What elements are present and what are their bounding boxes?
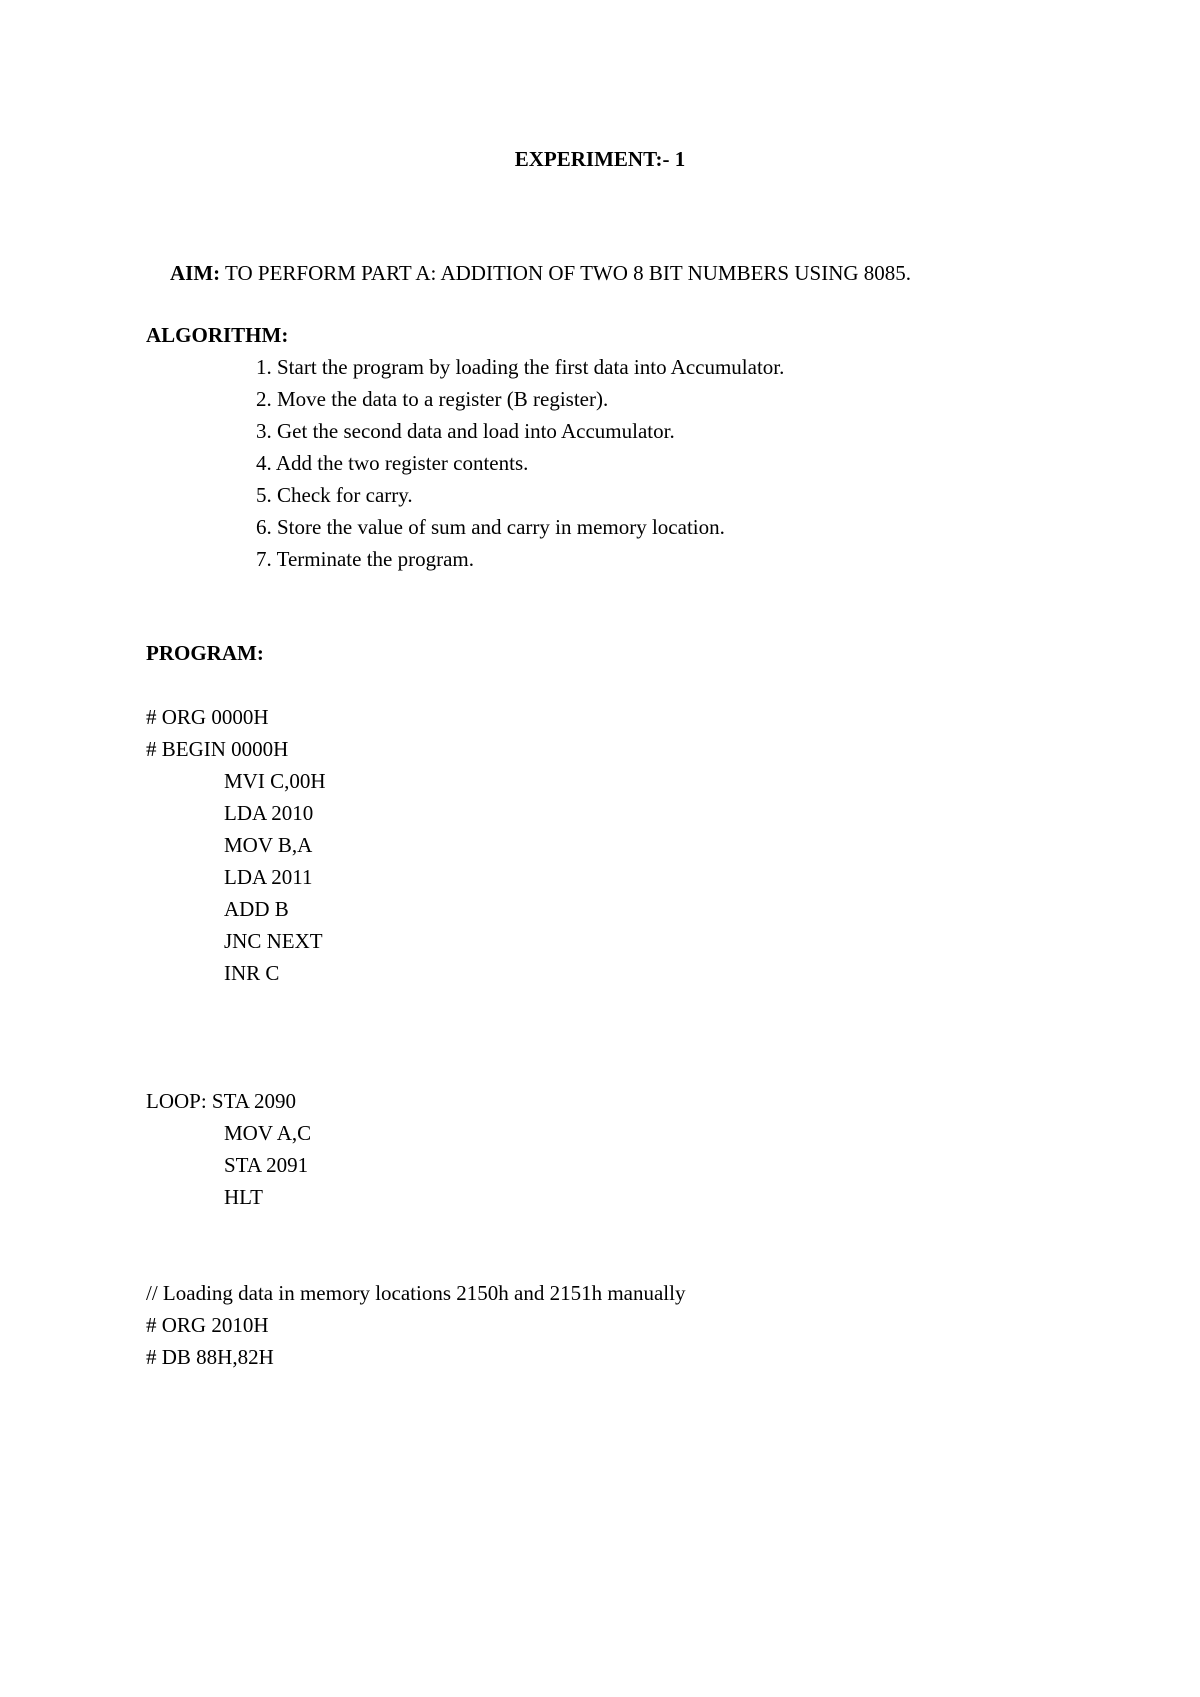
code-directive: # BEGIN 0000H xyxy=(146,737,289,761)
algorithm-step: 6. Store the value of sum and carry in memory location. xyxy=(256,515,725,539)
code-comment: // Loading data in memory locations 2150h and 2151h manually xyxy=(146,1281,686,1305)
code-directive: # DB 88H,82H xyxy=(146,1345,274,1369)
code-instruction: INR C xyxy=(224,961,280,985)
code-directive: # ORG 0000H xyxy=(146,705,269,729)
algorithm-step: 5. Check for carry. xyxy=(256,483,413,507)
algorithm-step: 3. Get the second data and load into Accumulator. xyxy=(256,419,675,443)
algorithm-step: 2. Move the data to a register (B register). xyxy=(256,387,609,411)
code-instruction: ADD B xyxy=(224,897,289,921)
code-instruction: LDA 2011 xyxy=(224,865,313,889)
code-instruction: MOV B,A xyxy=(224,833,313,857)
aim-text: TO PERFORM PART A: ADDITION OF TWO 8 BIT NUMBERS USING 8085. xyxy=(220,261,912,285)
algorithm-step: 7. Terminate the program. xyxy=(256,547,474,571)
aim-line xyxy=(170,261,911,285)
code-loop-label: LOOP: STA 2090 xyxy=(146,1089,297,1113)
aim-label: AIM: xyxy=(170,261,221,285)
code-instruction: MOV A,C xyxy=(224,1121,312,1145)
program-heading: PROGRAM: xyxy=(146,641,264,665)
code-instruction: LDA 2010 xyxy=(224,801,314,825)
algorithm-step: 1. Start the program by loading the first data into Accumulator. xyxy=(256,355,785,379)
code-instruction: MVI C,00H xyxy=(224,769,326,793)
code-instruction: HLT xyxy=(224,1185,263,1209)
algorithm-heading: ALGORITHM: xyxy=(146,323,289,347)
algorithm-step: 4. Add the two register contents. xyxy=(256,451,529,475)
code-directive: # ORG 2010H xyxy=(146,1313,269,1337)
page-title: EXPERIMENT:- 1 xyxy=(514,147,686,171)
code-instruction: JNC NEXT xyxy=(224,929,323,953)
code-instruction: STA 2091 xyxy=(224,1153,309,1177)
